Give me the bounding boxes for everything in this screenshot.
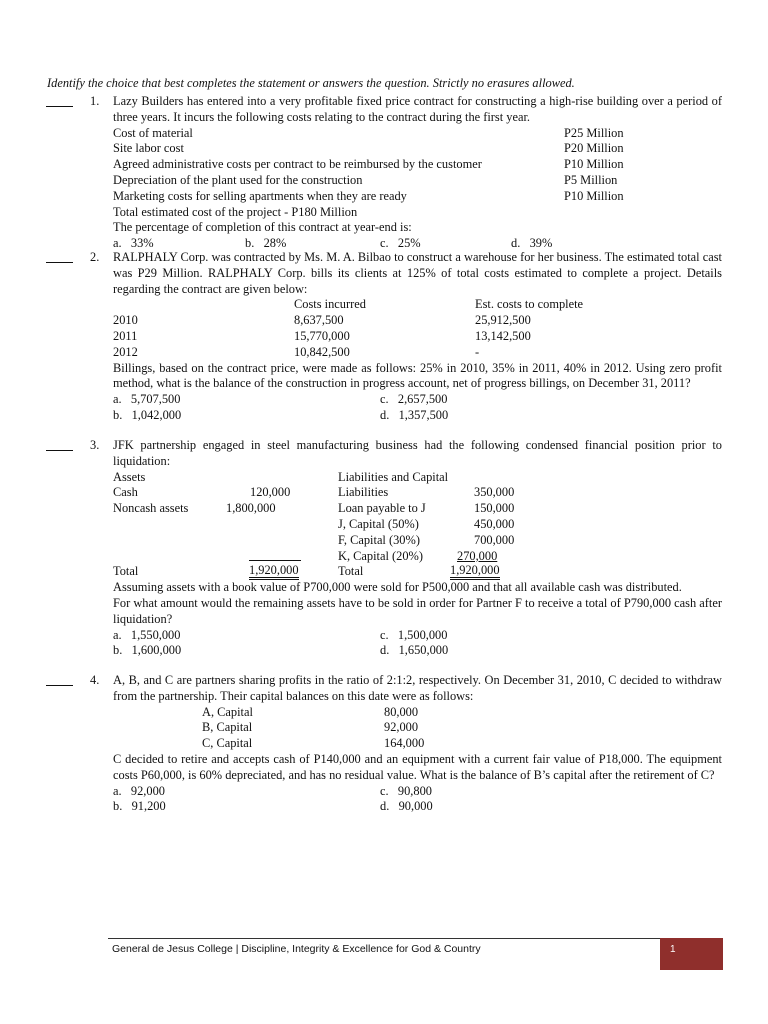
cost-row: Agreed administrative costs per contract to be reimbursed by the customer P10 Million [113, 157, 624, 172]
cost-row: Site labor cost P20 Million [113, 141, 624, 156]
choices [113, 408, 722, 424]
balance-row: J, Capital (50%) 450,000 [338, 516, 515, 531]
capital-row: B, Capital 92,000 [202, 720, 419, 735]
page-number: 1 [670, 944, 676, 955]
choices [113, 392, 722, 408]
balance-total: Total 1,920,000 Total 1,920,000 [113, 563, 500, 579]
page-number-box [660, 938, 723, 970]
underline-rule [249, 547, 301, 561]
question-prompt: Billings, based on the contract price, were made as follows: 25% in 2010, 35% in 2011, 40% in 2012. Using zero profit method, what is the balance of the construction in progress account, net of progress billings, on December 31, 2011? [113, 360, 722, 391]
choice-c[interactable]: c. 25% [380, 236, 421, 251]
table-row: 2010 8,637,500 25,912,500 [113, 313, 531, 328]
choice-b[interactable]: b. 1,600,000 [113, 643, 182, 658]
choice-a[interactable]: a. 5,707,500 [113, 392, 181, 407]
choice-b[interactable]: b. 28% [245, 236, 287, 251]
table-header: Costs incurred Est. costs to complete [294, 297, 584, 312]
question-paragraph: Assuming assets with a book value of P700,000 were sold for P500,000 and that all available cash was distributed. [113, 580, 682, 595]
choice-b[interactable]: b. 1,042,000 [113, 407, 182, 422]
choices [113, 799, 722, 815]
choices [113, 628, 722, 644]
cost-row: Cost of material P25 Million [113, 125, 624, 140]
choice-c[interactable]: c. 1,500,000 [380, 627, 448, 642]
instructions: Identify the choice that best completes the statement or answers the question. Strictly no erasures allowed. [47, 76, 575, 90]
answer-blank-1[interactable] [46, 94, 73, 107]
answer-blank-2[interactable] [46, 250, 73, 263]
balance-row: K, Capital (20%) 270,000 [113, 549, 722, 565]
question-stem: A, B, and C are partners sharing profits in the ratio of 2:1:2, respectively. On December 31, 2010, C decided to withdraw from the partnership. Their capital balances on this date were as follows: [113, 673, 722, 703]
table-row: 2011 15,770,000 13,142,500 [113, 328, 531, 343]
question-stem: RALPHALY Corp. was contracted by Ms. M. A. Bilbao to construct a warehouse for her business. The estimated total cast was P29 Million. RALPHALY Corp. bills its clients at 125% of total costs estimated to complete a project. Details regarding the contract are given below: [113, 250, 722, 296]
question-number: 4. [90, 673, 100, 687]
choice-a[interactable]: a. 33% [113, 236, 154, 251]
choice-d[interactable]: d. 90,000 [380, 799, 433, 814]
balance-row: Cash 120,000 Liabilities 350,000 [113, 485, 515, 500]
choices [113, 784, 722, 800]
question-number: 3. [90, 438, 100, 452]
choice-c[interactable]: c. 90,800 [380, 783, 432, 798]
question-stem: JFK partnership engaged in steel manufacturing business had the following condensed financial position prior to liquidation: [113, 438, 722, 468]
choice-a[interactable]: a. 92,000 [113, 783, 165, 798]
cost-row: Depreciation of the plant used for the construction P5 Million [113, 172, 618, 187]
answer-blank-3[interactable] [46, 438, 73, 451]
question-stem: Lazy Builders has entered into a very profitable fixed price contract for constructing a high-rise building over a period of three years. It incurs the following costs relating to the contract during the first year. [113, 94, 722, 124]
question-prompt: The percentage of completion of this contract at year-end is: [113, 220, 412, 235]
choice-d[interactable]: d. 39% [511, 236, 553, 251]
table-row: 2012 10,842,500 - [113, 344, 480, 359]
balance-row: F, Capital (30%) 700,000 [338, 532, 515, 547]
choices [113, 643, 722, 659]
question-number: 2. [90, 250, 100, 264]
choice-d[interactable]: d. 1,357,500 [380, 407, 449, 422]
choice-a[interactable]: a. 1,550,000 [113, 627, 181, 642]
capital-row: A, Capital 80,000 [202, 704, 419, 719]
capital-row: C, Capital 164,000 [202, 736, 425, 751]
question-number: 1. [90, 94, 100, 108]
choice-d[interactable]: d. 1,650,000 [380, 643, 449, 658]
question-prompt: For what amount would the remaining assets have to be sold in order for Partner F to receive a total of P790,000 cash after liquidation? [113, 595, 722, 626]
footer-college: General de Jesus College | Discipline, Integrity & Excellence for God & Country [112, 943, 481, 955]
choice-b[interactable]: b. 91,200 [113, 799, 166, 814]
balance-row: Noncash assets 1,800,000 Loan payable to J 150,000 [113, 501, 515, 516]
question-prompt: C decided to retire and accepts cash of P140,000 and an equipment with a current fair value of P18,000. The equipment costs P60,000, is 60% depreciated, and has no residual value. What is the balance of B’s capital after the retirement of C? [113, 751, 722, 782]
balance-header: Assets Liabilities and Capital [113, 469, 449, 484]
footer-divider [108, 938, 664, 939]
total-cost: Total estimated cost of the project - P180 Million [113, 204, 358, 219]
choice-c[interactable]: c. 2,657,500 [380, 392, 448, 407]
cost-row: Marketing costs for selling apartments when they are ready P10 Million [113, 188, 624, 203]
answer-blank-4[interactable] [46, 673, 73, 686]
